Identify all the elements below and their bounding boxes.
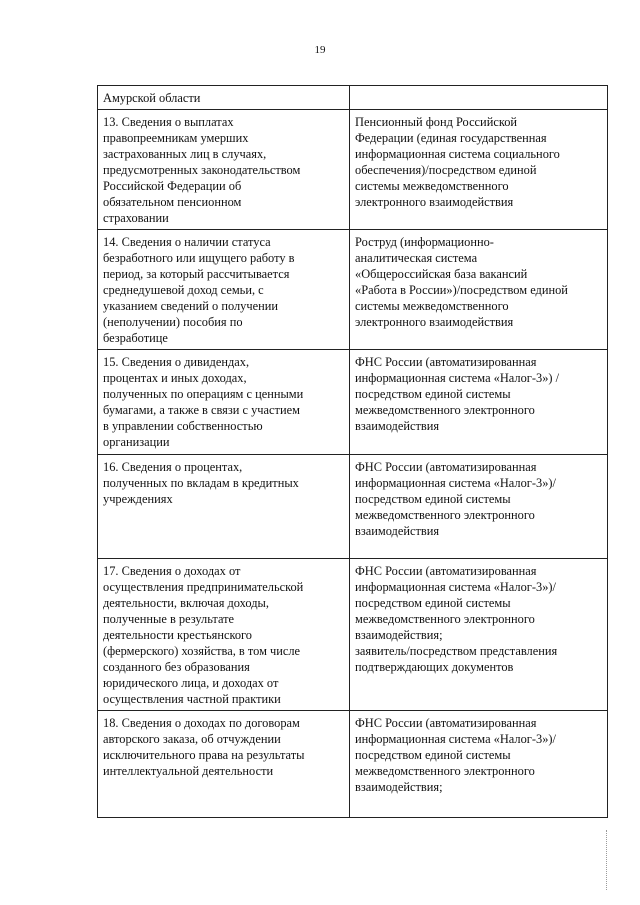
item-18-source: ФНС России (автоматизированная информационная система «Налог-3»)/ посредством единой системы межведомственного электронного взаимодействия; [355,716,556,794]
table-cell-left [98,110,350,230]
info-sources-table [97,85,608,818]
item-15-description: 15. Сведения о дивидендах, процентах и иных доходах, полученных по операциям с ценными бумагами, а также в связи с участием в управлении собственностью организации [103,355,304,449]
table-cell-right [350,711,608,818]
scan-margin-dots [606,830,608,890]
table-row [98,455,608,559]
table-cell-left [98,455,350,559]
table-row [98,230,608,350]
row-0-description: Амурской области [103,91,201,105]
table-cell-right [350,110,608,230]
item-15-source: ФНС России (автоматизированная информационная система «Налог-3») / посредством единой системы межведомственного электронного взаимодействия [355,355,560,433]
table-cell-right [350,350,608,455]
item-13-source: Пенсионный фонд Российской Федерации (единая государственная информационная система социального обеспечения)/посредством единой системы межведомственного электронного взаимодействия [355,115,560,209]
table-row [98,711,608,818]
table-cell-right [350,86,608,110]
item-17-source: ФНС России (автоматизированная информационная система «Налог-3»)/ посредством единой системы межведомственного электронного взаимодействия; заявитель/посредством представления подтверждающих документов [355,564,558,674]
item-16-description: 16. Сведения о процентах, полученных по вкладам в кредитных учреждениях [103,460,299,506]
item-14-description: 14. Сведения о наличии статуса безработного или ищущего работу в период, за который рассчитывается среднедушевой доход семьи, с указанием сведений о получении (неполучении) пособия по безработице [103,235,295,345]
item-16-source: ФНС России (автоматизированная информационная система «Налог-3»)/ посредством единой системы межведомственного электронного взаимодействия [355,460,556,538]
table-cell-left [98,350,350,455]
table-row [98,559,608,711]
table-cell-right [350,230,608,350]
table-cell-left [98,230,350,350]
table-cell-right [350,455,608,559]
table-cell-left [98,86,350,110]
item-14-source: Роструд (информационно- аналитическая система «Общероссийская база вакансий «Работа в России»)/посредством единой системы межведомственного электронного взаимодействия [355,235,568,329]
table-row [98,110,608,230]
item-18-description: 18. Сведения о доходах по договорам авторского заказа, об отчуждении исключительного права на результаты интеллектуальной деятельности [103,716,305,778]
table-cell-right [350,559,608,711]
item-13-description: 13. Сведения о выплатах правопреемникам умерших застрахованных лиц в случаях, предусмотренных законодательством Российской Федерации об обязательном пенсионном страховании [103,115,301,225]
table-cell-left [98,559,350,711]
table-row [98,350,608,455]
page-number: 19 [314,44,326,56]
item-17-description: 17. Сведения о доходах от осуществления предпринимательской деятельности, включая доходы, полученные в результате деятельности крестьянского (фермерского) хозяйства, в том числе созданного без образования юридического лица, и доходах от осуществления частной практики [103,564,304,706]
table-cell-left [98,711,350,818]
table-row [98,86,608,110]
